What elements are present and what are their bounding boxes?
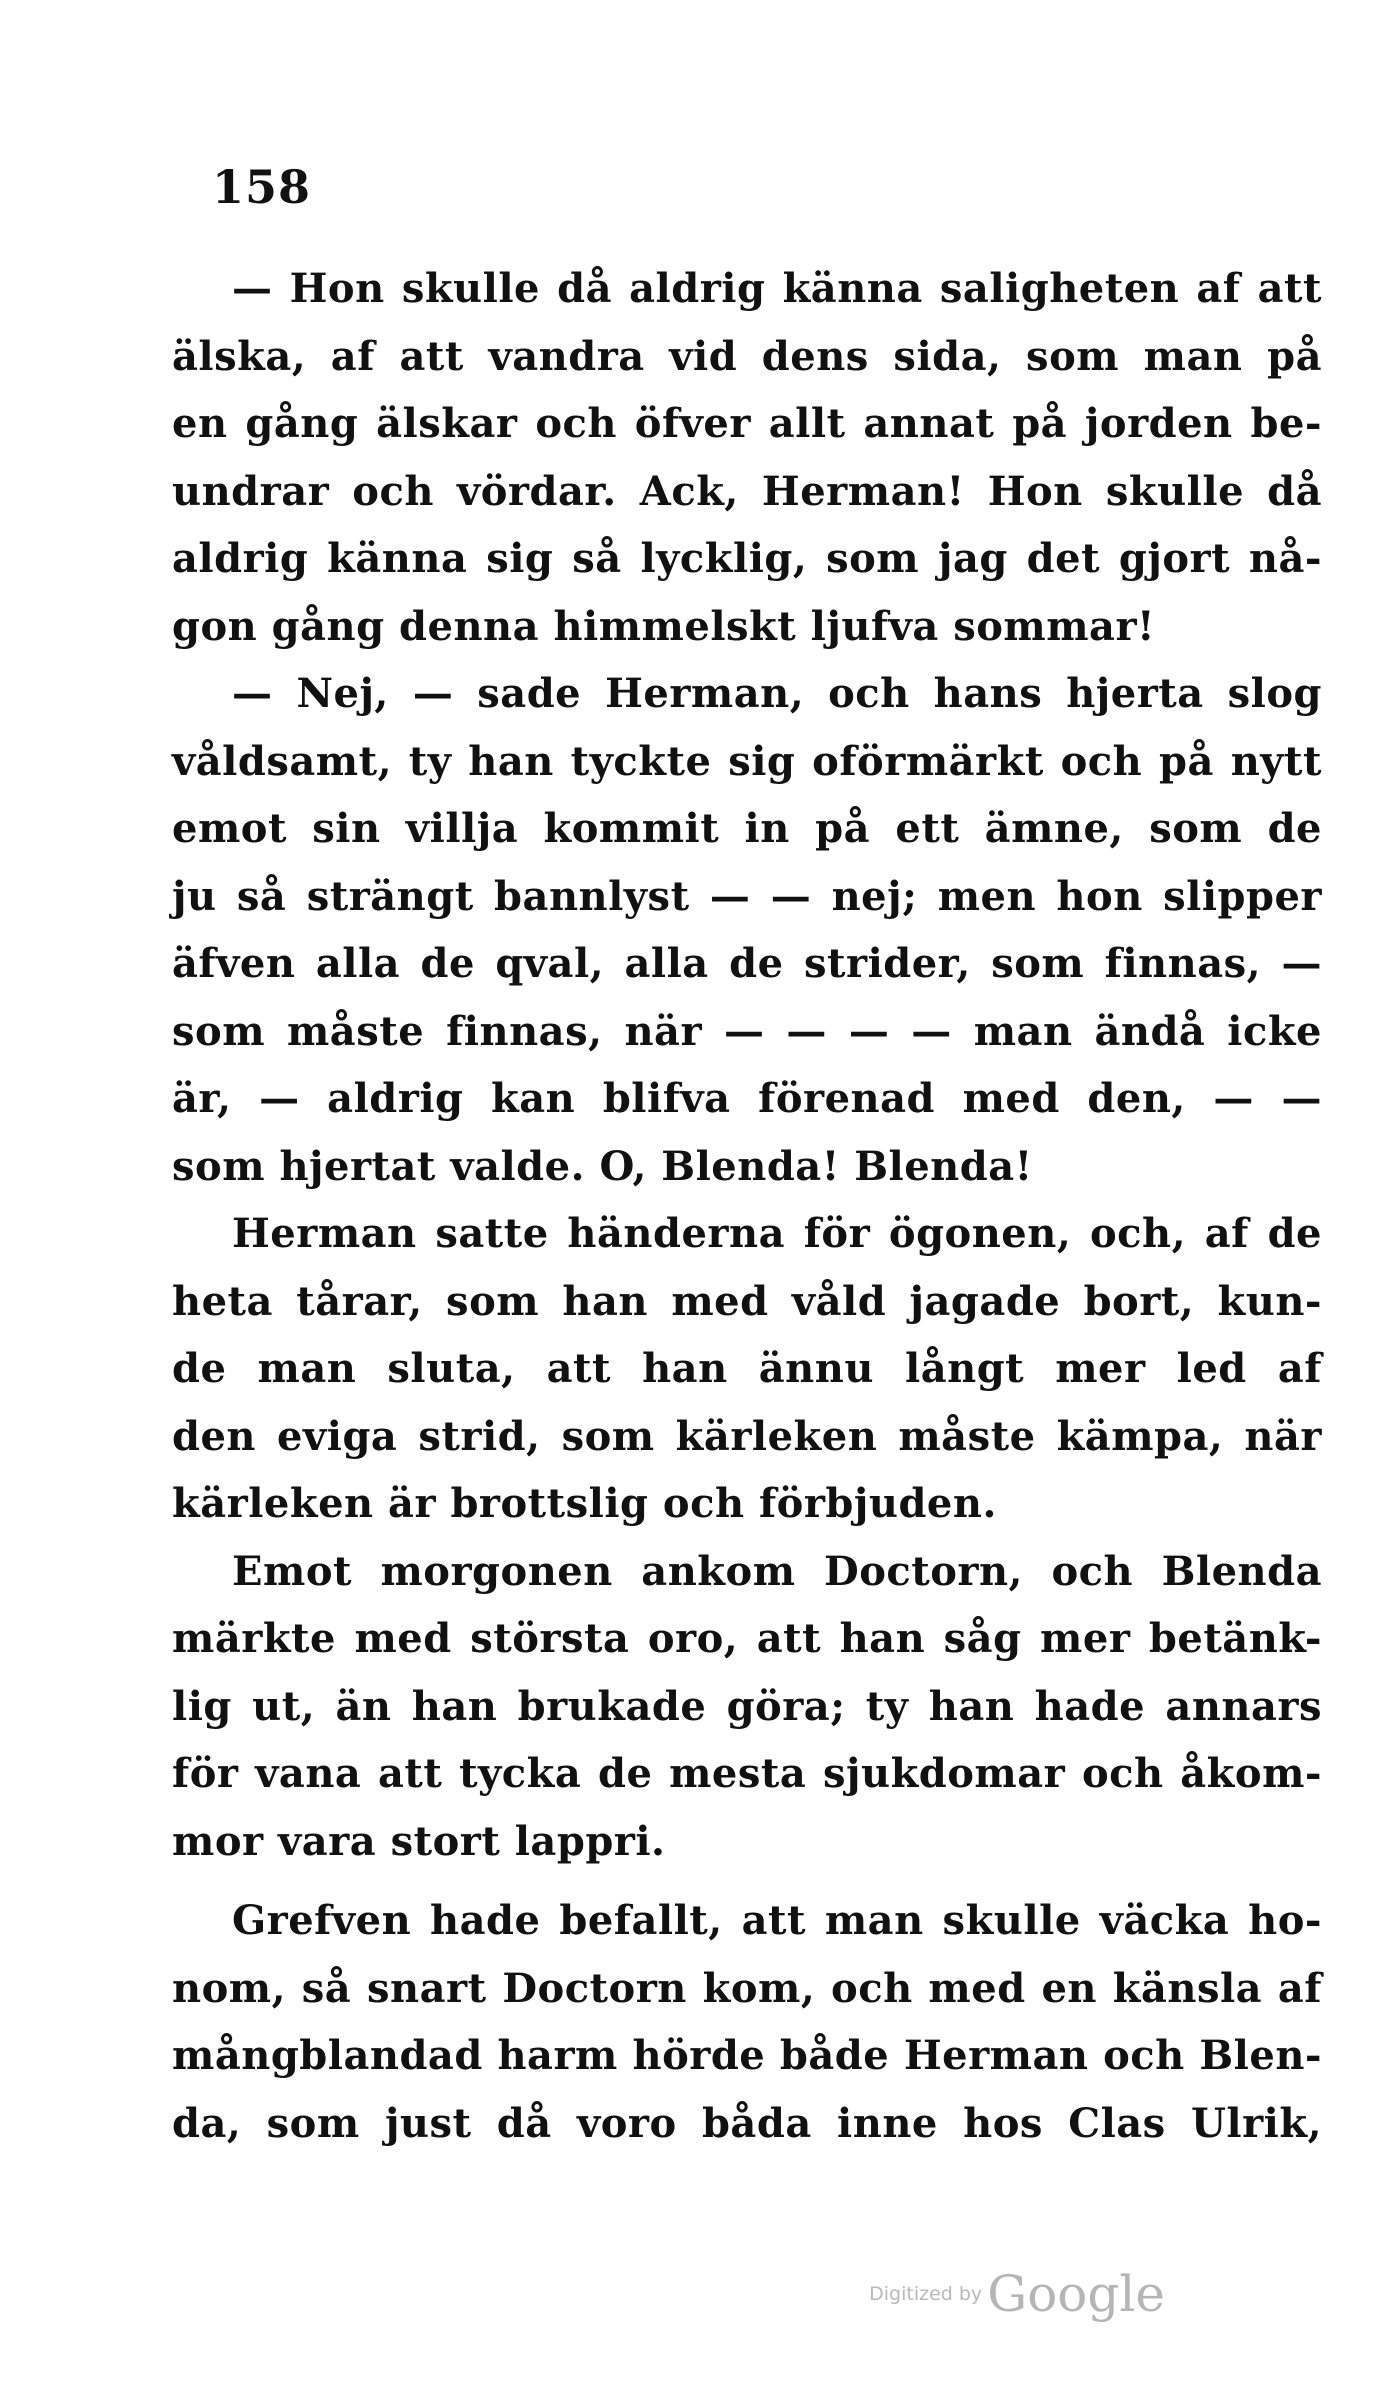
text-line: mor vara stort lappri. xyxy=(172,1817,666,1865)
text-line: nom, så snart Doctorn kom, och med en känsla af xyxy=(172,1964,1322,2012)
text-line: som hjertat valde. O, Blenda! Blenda! xyxy=(172,1142,1033,1190)
text-line: mångblandad harm hörde både Herman och Blen- xyxy=(172,2032,1322,2079)
paragraph-3 xyxy=(172,1200,1322,1538)
paragraph-2 xyxy=(172,660,1322,1200)
text-line: den eviga strid, som kärleken måste kämpa, när xyxy=(172,1412,1322,1460)
text-line: Emot morgonen ankom Doctorn, och Blenda xyxy=(232,1547,1322,1595)
text-line: för vana att tycka de mesta sjukdomar och åkom- xyxy=(172,1750,1322,1797)
text-line: Grefven hade befallt, att man skulle väcka ho- xyxy=(232,1897,1322,1944)
text-line: äfven alla de qval, alla de strider, som finnas, — xyxy=(172,940,1322,987)
text-line: aldrig känna sig så lycklig, som jag det gjort nå- xyxy=(172,535,1322,582)
text-line: gon gång denna himmelskt ljufva sommar! xyxy=(172,602,1156,650)
text-line: kärleken är brottslig och förbjuden. xyxy=(172,1480,997,1527)
paragraph-1 xyxy=(172,255,1322,660)
text-line: de man sluta, att han ännu långt mer led af xyxy=(172,1345,1322,1392)
paragraph-4 xyxy=(172,1538,1322,1876)
text-line: da, som just då voro båda inne hos Clas Ulrik, xyxy=(172,2099,1322,2147)
book-text xyxy=(172,255,1322,2157)
text-line: undrar och vördar. Ack, Herman! Hon skulle då xyxy=(172,467,1322,515)
text-line: Herman satte händerna för ögonen, och, af de xyxy=(232,1210,1322,1257)
text-line: älska, af att vandra vid dens sida, som man på xyxy=(172,332,1322,380)
text-line: — Nej, — sade Herman, och hans hjerta slog xyxy=(232,670,1322,717)
text-line: märkte med största oro, att han såg mer betänk- xyxy=(172,1615,1322,1662)
text-line: emot sin villja kommit in på ett ämne, som de xyxy=(172,805,1322,852)
text-line: — Hon skulle då aldrig känna saligheten af att xyxy=(232,265,1322,312)
text-line: våldsamt, ty han tyckte sig oförmärkt och på nytt xyxy=(172,737,1322,785)
text-line: är, — aldrig kan blifva förenad med den, — — xyxy=(172,1075,1322,1122)
digitized-by-watermark xyxy=(869,2265,1165,2323)
google-logo: Google xyxy=(987,2265,1165,2323)
page-number: 158 xyxy=(212,160,312,214)
text-line: heta tårar, som han med våld jagade bort, kun- xyxy=(172,1277,1322,1325)
text-line: lig ut, än han brukade göra; ty han hade annars xyxy=(172,1682,1322,1730)
paragraph-5 xyxy=(172,1887,1322,2157)
text-line: en gång älskar och öfver allt annat på jorden be- xyxy=(172,400,1322,447)
text-line: ju så strängt bannlyst — — nej; men hon slipper xyxy=(172,872,1322,920)
text-line: som måste finnas, när — — — — man ändå icke xyxy=(172,1007,1322,1055)
digitized-label: Digitized by xyxy=(869,2283,983,2305)
